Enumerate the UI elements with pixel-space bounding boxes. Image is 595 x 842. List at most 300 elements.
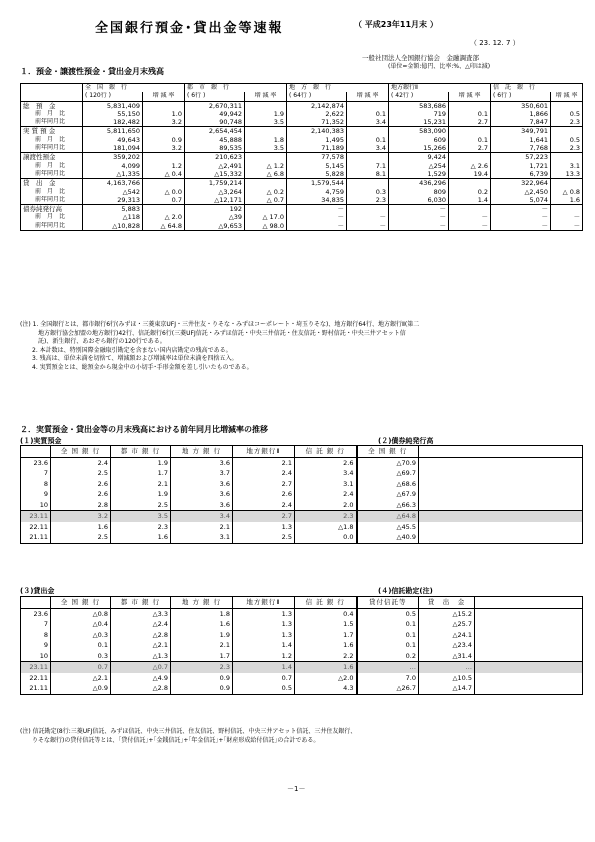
rate-cell: 8.1: [347, 170, 389, 179]
amount-cell: 71,352: [287, 118, 347, 127]
rate-cell: △14.7: [419, 683, 475, 694]
group-header: 地方銀行Ⅱ: [389, 84, 491, 93]
rate-cell: [245, 127, 287, 136]
rate-cell: 0.9: [171, 683, 233, 694]
column-header: 信 託 銀 行: [295, 446, 357, 458]
amount-cell: 49,942: [185, 110, 245, 118]
rate-cell: △ 0.8: [551, 188, 583, 196]
rate-cell: 2.6: [51, 479, 111, 490]
rate-cell: 7.1: [347, 162, 389, 170]
column-header: 地 方 銀 行: [171, 446, 233, 458]
amount-cell: 4,099: [83, 162, 143, 170]
rate-cell: 2.5: [51, 468, 111, 479]
row-label: 前 月 比: [35, 187, 66, 195]
bank-count: ( 6行 ): [185, 92, 245, 101]
table-row: [21, 532, 583, 543]
rate-cell: △4.9: [111, 673, 171, 684]
rate-cell: 2.1: [111, 479, 171, 490]
spacer-cell: [475, 640, 583, 651]
amount-cell: 15,231: [389, 118, 449, 127]
subsection-trust-account: (４)信託勘定(注): [378, 587, 433, 595]
rate-cell: 3.5: [111, 511, 171, 522]
rate-cell: [143, 153, 185, 162]
page-title: 全国銀行預金･貸出金等速報: [95, 21, 284, 36]
amount-cell: △12,171: [185, 196, 245, 205]
rate-cell: 1.9: [111, 457, 171, 468]
spacer-cell: [419, 468, 583, 479]
rate-cell: 2.7: [449, 144, 491, 153]
column-header: 都 市 銀 行: [111, 597, 171, 609]
rate-cell: 3.1: [551, 162, 583, 170]
row-label: 前年同月比: [35, 144, 66, 152]
column-header: [21, 597, 51, 609]
amount-cell: 6,739: [491, 170, 551, 179]
rate-cell: △1.8: [295, 522, 357, 533]
rate-cell: △25.7: [419, 619, 475, 630]
rate-cell: 2.3: [171, 662, 233, 673]
amount-cell: 583,686: [389, 101, 449, 110]
rate-cell: 2.6: [51, 489, 111, 500]
row-label: 前年同月比: [35, 169, 66, 177]
period-cell: 21.11: [21, 683, 51, 694]
rate-cell: [449, 179, 491, 188]
period-cell: 22.11: [21, 522, 51, 533]
period-cell: 23.11: [21, 662, 51, 673]
rate-cell: 1.6: [51, 522, 111, 533]
table-row: [21, 127, 583, 136]
rate-cell: 4.3: [295, 683, 357, 694]
rate-cell: 1.0: [143, 110, 185, 118]
rate-cell: 2.4: [233, 500, 295, 511]
rate-cell: △ 0.0: [143, 188, 185, 196]
note-line: 3. 残高は、単位未満を切捨て、増減額および増減率は単位未満を四捨五入。: [20, 355, 238, 362]
rate-cell: 0.0: [295, 532, 357, 543]
amount-cell: △542: [83, 188, 143, 196]
table-row: [21, 511, 583, 522]
column-header: 全 国 銀 行: [357, 446, 419, 458]
row-label: 譲渡性預金: [21, 153, 83, 162]
rate-cell: 0.1: [347, 136, 389, 144]
row-label: 実 質 預 金: [21, 127, 83, 136]
rate-cell: [347, 179, 389, 188]
amount-cell: 89,535: [185, 144, 245, 153]
amount-cell: 49,643: [83, 136, 143, 144]
group-header: 全 国 銀 行: [83, 84, 185, 93]
amount-cell: －: [389, 213, 449, 221]
rate-cell: △0.8: [51, 608, 111, 619]
amount-cell: 6,030: [389, 196, 449, 205]
rate-cell: 3.4: [347, 144, 389, 153]
amount-cell: 5,811,650: [83, 127, 143, 136]
footnote-line: (注) 信託勘定(8行:三菱UFJ信託、みずほ信託、中央三井信託、住友信託、野村信託、中央三井アセット信託、三井住友銀行、: [20, 728, 357, 735]
column-header: 全 国 銀 行: [51, 597, 111, 609]
rate-cell: 2.4: [295, 489, 357, 500]
amount-cell: 719: [389, 110, 449, 118]
column-header: 地 方 銀 行: [171, 597, 233, 609]
rate-cell: △0.9: [51, 683, 111, 694]
rate-cell: 2.1: [233, 457, 295, 468]
rate-cell: 2.3: [347, 196, 389, 205]
rate-cell: △40.9: [357, 532, 419, 543]
publisher: 一般社団法人全国銀行協会 金融調査部: [362, 54, 479, 62]
period-cell: 8: [21, 630, 51, 641]
spacer-cell: [419, 532, 583, 543]
amount-cell: △15,332: [185, 170, 245, 179]
amount-cell: 2,654,454: [185, 127, 245, 136]
rate-cell: 1.7: [111, 468, 171, 479]
amount-cell: 4,759: [287, 188, 347, 196]
amount-cell: －: [287, 222, 347, 231]
rate-header: 増 減 率: [551, 92, 583, 101]
period-cell: 7: [21, 619, 51, 630]
amount-cell: 436,296: [389, 179, 449, 188]
amount-cell: －: [287, 213, 347, 221]
rate-cell: －: [449, 222, 491, 231]
rate-cell: 2.1: [171, 522, 233, 533]
rate-cell: －: [347, 213, 389, 221]
rate-cell: [347, 127, 389, 136]
group-header: 地 方 銀 行: [287, 84, 389, 93]
rate-cell: 1.6: [551, 196, 583, 205]
table-row: [21, 179, 583, 188]
rate-cell: △26.7: [357, 683, 419, 694]
period-cell: 8: [21, 479, 51, 490]
rate-cell: 3.5: [245, 118, 287, 127]
rate-cell: 2.3: [295, 511, 357, 522]
amount-cell: 181,094: [83, 144, 143, 153]
amount-cell: 77,578: [287, 153, 347, 162]
table-row: [21, 457, 583, 468]
amount-cell: △39: [185, 213, 245, 221]
rate-cell: 7.0: [357, 673, 419, 684]
rate-cell: 0.1: [449, 110, 491, 118]
page-number: －1－: [287, 785, 306, 793]
spacer-cell: [419, 479, 583, 490]
amount-cell: 350,601: [491, 101, 551, 110]
rate-cell: …: [357, 662, 419, 673]
spacer-cell: [475, 662, 583, 673]
rate-cell: [347, 153, 389, 162]
table-row: [21, 468, 583, 479]
rate-cell: 3.2: [143, 144, 185, 153]
table-header-row: [21, 597, 583, 609]
rate-cell: 0.1: [357, 640, 419, 651]
spacer-cell: [475, 651, 583, 662]
rate-cell: 0.5: [233, 683, 295, 694]
rate-cell: △0.3: [51, 630, 111, 641]
table-row: [21, 500, 583, 511]
rate-cell: 2.3: [551, 118, 583, 127]
rate-cell: 19.4: [449, 170, 491, 179]
period-cell: 9: [21, 489, 51, 500]
loan-trend-table: [20, 596, 583, 695]
table-group-header: [21, 84, 583, 93]
rate-cell: 1.8: [171, 608, 233, 619]
rate-cell: 3.6: [171, 500, 233, 511]
table-count-header: [21, 92, 583, 101]
rate-cell: △2.1: [111, 640, 171, 651]
column-header: 貸付信託等: [357, 597, 419, 609]
amount-cell: 1,721: [491, 162, 551, 170]
table-header-row: [21, 446, 583, 458]
rate-cell: [347, 101, 389, 110]
rate-cell: 0.1: [347, 110, 389, 118]
rate-cell: 2.3: [111, 522, 171, 533]
period-cell: 21.11: [21, 532, 51, 543]
notes-block: [20, 321, 580, 372]
rate-cell: 0.5: [357, 608, 419, 619]
table-row: [21, 489, 583, 500]
spacer-cell: [419, 511, 583, 522]
rate-cell: 0.5: [551, 110, 583, 118]
period-cell: 22.11: [21, 673, 51, 684]
rate-cell: △2.4: [111, 619, 171, 630]
table-row: [21, 188, 583, 196]
rate-header: 増 減 率: [347, 92, 389, 101]
rate-cell: [449, 205, 491, 214]
amount-cell: 2,142,874: [287, 101, 347, 110]
amount-cell: 4,163,766: [83, 179, 143, 188]
rate-cell: 1.7: [295, 630, 357, 641]
rate-cell: △ 2.6: [449, 162, 491, 170]
rate-cell: △70.9: [357, 457, 419, 468]
rate-cell: [551, 101, 583, 110]
rate-cell: 3.1: [171, 532, 233, 543]
period-cell: 23.6: [21, 457, 51, 468]
table-row: [21, 673, 583, 684]
amount-cell: 1,529: [389, 170, 449, 179]
amount-cell: －: [389, 222, 449, 231]
table-row: [21, 205, 583, 214]
rate-cell: 3.4: [171, 511, 233, 522]
rate-cell: △2.0: [295, 673, 357, 684]
table-row: [21, 662, 583, 673]
table-row: [21, 522, 583, 533]
rate-cell: 3.5: [245, 144, 287, 153]
rate-cell: 1.3: [233, 630, 295, 641]
amount-cell: 1,866: [491, 110, 551, 118]
amount-cell: 583,090: [389, 127, 449, 136]
rate-cell: 3.2: [143, 118, 185, 127]
rate-cell: △ 17.0: [245, 213, 287, 221]
spacer-cell: [419, 489, 583, 500]
rate-cell: 0.1: [357, 619, 419, 630]
column-header: 地方銀行Ⅱ: [233, 597, 295, 609]
publication-date: （ 23. 12. 7 ）: [470, 39, 520, 47]
amount-cell: 57,223: [491, 153, 551, 162]
rate-cell: 2.1: [171, 640, 233, 651]
row-label: 前 月 比: [35, 109, 66, 117]
rate-cell: 1.4: [233, 662, 295, 673]
amount-cell: －: [491, 205, 551, 214]
period-cell: 10: [21, 651, 51, 662]
rate-cell: 1.2: [143, 162, 185, 170]
amount-cell: －: [491, 222, 551, 231]
amount-cell: 7,847: [491, 118, 551, 127]
rate-cell: 0.5: [551, 136, 583, 144]
rate-header: 増 減 率: [449, 92, 491, 101]
spacer-cell: [475, 608, 583, 619]
table-row: [21, 153, 583, 162]
rate-cell: 0.9: [171, 673, 233, 684]
table-row: [21, 640, 583, 651]
table-row: [21, 630, 583, 641]
amount-cell: 55,150: [83, 110, 143, 118]
rate-cell: △1.3: [111, 651, 171, 662]
rate-cell: 2.7: [233, 479, 295, 490]
table-row: [21, 196, 583, 205]
amount-cell: 2,140,383: [287, 127, 347, 136]
rate-cell: [449, 127, 491, 136]
rate-cell: 2.3: [551, 144, 583, 153]
rate-cell: 2.7: [233, 511, 295, 522]
row-label: 前 月 比: [35, 135, 66, 143]
rate-cell: 1.3: [233, 608, 295, 619]
row-label: 貸 出 金: [21, 179, 83, 188]
rate-cell: 3.6: [171, 489, 233, 500]
rate-cell: [245, 153, 287, 162]
row-label: 前 月 比: [35, 213, 66, 221]
rate-cell: 1.3: [233, 619, 295, 630]
report-period: （ 平成23年11月末 ）: [354, 20, 438, 29]
table-row: [21, 144, 583, 153]
bank-count: ( 6行 ): [491, 92, 551, 101]
amount-cell: 5,831,409: [83, 101, 143, 110]
amount-cell: 210,623: [185, 153, 245, 162]
amount-cell: 5,828: [287, 170, 347, 179]
amount-cell: △118: [83, 213, 143, 221]
amount-cell: △9,653: [185, 222, 245, 231]
spacer-cell: [475, 597, 583, 609]
rate-cell: [449, 153, 491, 162]
deposit-trend-table: [20, 445, 583, 544]
rate-cell: △15.2: [419, 608, 475, 619]
rate-cell: △0.4: [51, 619, 111, 630]
rate-cell: [245, 101, 287, 110]
rate-cell: △3.3: [111, 608, 171, 619]
amount-cell: －: [389, 205, 449, 214]
amount-cell: 71,189: [287, 144, 347, 153]
amount-cell: 322,964: [491, 179, 551, 188]
rate-cell: [143, 127, 185, 136]
rate-cell: －: [551, 222, 583, 231]
rate-cell: 0.9: [143, 136, 185, 144]
spacer-cell: [419, 522, 583, 533]
rate-cell: [143, 205, 185, 214]
amount-cell: 1,641: [491, 136, 551, 144]
rate-cell: 3.6: [171, 457, 233, 468]
amount-cell: △2,491: [185, 162, 245, 170]
rate-cell: 2.6: [233, 489, 295, 500]
rate-cell: △64.8: [357, 511, 419, 522]
amount-cell: －: [287, 205, 347, 214]
row-label: 前 月 比: [35, 161, 66, 169]
rate-cell: △ 2.0: [143, 213, 185, 221]
note-line: 託)、新生銀行、あおぞら銀行の120行である。: [20, 338, 166, 345]
period-cell: 23.6: [21, 608, 51, 619]
rate-cell: 2.7: [449, 118, 491, 127]
amount-cell: 1,579,544: [287, 179, 347, 188]
footnote-line: りそな銀行)の貸付信託等とは、｢貸付信託｣+｢金銭信託｣+｢年金信託｣+｢財産形成給付信託｣の合計である。: [20, 736, 320, 744]
trust-footnote: [20, 728, 580, 745]
table-row: [21, 608, 583, 619]
spacer-cell: [475, 683, 583, 694]
amount-cell: 182,482: [83, 118, 143, 127]
table-row: [21, 110, 583, 118]
period-cell: 7: [21, 468, 51, 479]
rate-cell: 0.1: [449, 136, 491, 144]
column-header: 全 国 銀 行: [51, 446, 111, 458]
rate-cell: 1.8: [245, 136, 287, 144]
amount-cell: 349,791: [491, 127, 551, 136]
amount-cell: －: [491, 213, 551, 221]
table-row: [21, 651, 583, 662]
rate-cell: 2.4: [233, 468, 295, 479]
rate-cell: 1.4: [233, 640, 295, 651]
rate-cell: △68.6: [357, 479, 419, 490]
rate-cell: 0.2: [449, 188, 491, 196]
period-cell: 10: [21, 500, 51, 511]
rate-cell: [347, 205, 389, 214]
rate-cell: 2.6: [295, 457, 357, 468]
rate-cell: 1.4: [449, 196, 491, 205]
subsection-real-deposits: (１)実質預金: [20, 437, 62, 445]
amount-cell: 609: [389, 136, 449, 144]
section1-heading: １．預金・譲渡性預金・貸出金月末残高: [20, 67, 164, 76]
rate-cell: 1.6: [111, 532, 171, 543]
rate-cell: 0.3: [347, 188, 389, 196]
amount-cell: 809: [389, 188, 449, 196]
amount-cell: △2,450: [491, 188, 551, 196]
rate-cell: 2.0: [295, 500, 357, 511]
balance-table: [20, 83, 583, 231]
period-cell: 23.11: [21, 511, 51, 522]
bank-count: ( 42行 ): [389, 92, 449, 101]
rate-cell: －: [347, 222, 389, 231]
rate-cell: 0.7: [143, 196, 185, 205]
amount-cell: 29,313: [83, 196, 143, 205]
rate-cell: △24.1: [419, 630, 475, 641]
column-header: 都 市 銀 行: [111, 446, 171, 458]
rate-cell: 1.6: [295, 640, 357, 651]
rate-cell: [551, 205, 583, 214]
rate-cell: 2.8: [51, 500, 111, 511]
rate-cell: 1.9: [245, 110, 287, 118]
note-line: 4. 実質預金とは、総預金から現金中の小切手･手形金額を差し引いたものである。: [20, 363, 253, 371]
rate-cell: △2.1: [51, 673, 111, 684]
rate-cell: △2.8: [111, 683, 171, 694]
rate-cell: △45.5: [357, 522, 419, 533]
rate-cell: 3.2: [51, 511, 111, 522]
rate-cell: 3.7: [171, 468, 233, 479]
spacer-cell: [419, 500, 583, 511]
rate-cell: 3.6: [171, 479, 233, 490]
rate-cell: [143, 179, 185, 188]
rate-cell: 3.4: [347, 118, 389, 127]
rate-cell: [551, 179, 583, 188]
table-row: [21, 118, 583, 127]
bank-count: ( 120行 ): [83, 92, 143, 101]
rate-cell: [551, 153, 583, 162]
amount-cell: 359,202: [83, 153, 143, 162]
rate-cell: 1.6: [295, 662, 357, 673]
rate-cell: 2.5: [51, 532, 111, 543]
rate-cell: △ 64.8: [143, 222, 185, 231]
rate-cell: 2.5: [233, 532, 295, 543]
rate-cell: 1.9: [171, 630, 233, 641]
amount-cell: △254: [389, 162, 449, 170]
amount-cell: 192: [185, 205, 245, 214]
